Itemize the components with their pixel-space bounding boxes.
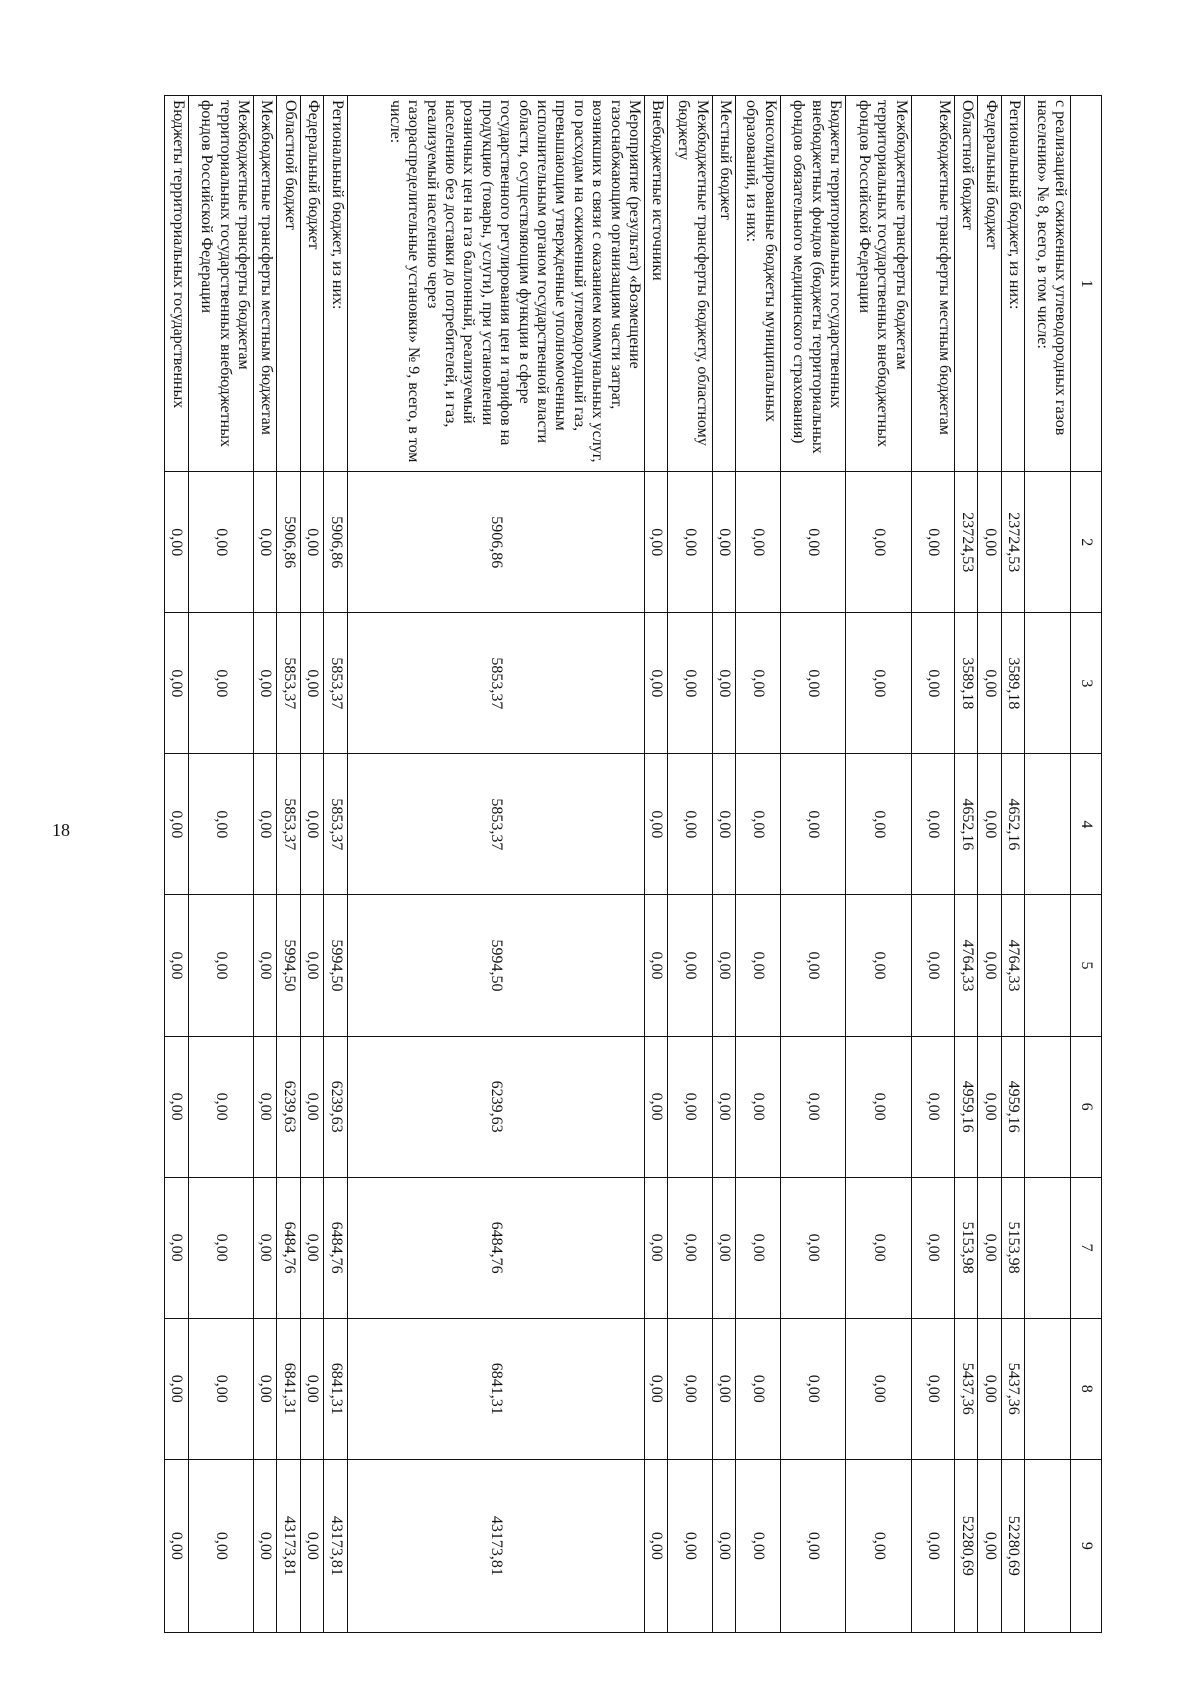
value-cell: 6484,76 [347,1177,644,1318]
value-cell: 0,00 [254,1318,277,1459]
row-label: Бюджеты территориальных государственных внебюджетных фондов (бюджеты территориальных фондов обязательного медицинского страхования) [780,96,846,472]
value-cell: 0,00 [712,1459,735,1632]
value-cell: 0,00 [644,754,667,895]
value-cell: 0,00 [165,613,189,754]
value-cell: 0,00 [911,1459,955,1632]
table-row [978,96,1001,1633]
value-cell: 0,00 [780,895,846,1036]
value-cell: 5994,50 [277,895,300,1036]
value-cell: 5153,98 [955,1177,978,1318]
value-cell: 23724,53 [1001,472,1024,613]
value-cell: 0,00 [254,1177,277,1318]
value-cell: 4764,33 [955,895,978,1036]
value-cell: 6841,31 [277,1318,300,1459]
value-cell: 4652,16 [955,754,978,895]
value-cell: 5994,50 [324,895,347,1036]
value-cell: 0,00 [254,754,277,895]
value-cell: 0,00 [978,1036,1001,1177]
table-row [955,96,978,1633]
value-cell: 0,00 [978,1177,1001,1318]
value-cell: 0,00 [911,1036,955,1177]
value-cell [1025,1036,1071,1177]
value-cell: 4652,16 [1001,754,1024,895]
value-cell: 0,00 [644,1036,667,1177]
header-cell: 6 [1071,1036,1102,1177]
value-cell: 0,00 [254,1036,277,1177]
row-label: с реализацией сжиженных углеводородных газов населению» № 8, всего, в том числе: [1025,96,1071,472]
value-cell: 0,00 [712,895,735,1036]
value-cell: 0,00 [846,613,912,754]
value-cell: 0,00 [254,1459,277,1632]
page-number: 18 [52,820,70,840]
value-cell: 6484,76 [324,1177,347,1318]
row-label: Межбюджетные трансферты бюджетам территориальных государственных внебюджетных фондов Российской Федерации [846,96,912,472]
value-cell: 0,00 [668,1177,712,1318]
table-row [277,96,300,1633]
value-cell: 0,00 [165,754,189,895]
value-cell: 0,00 [300,1318,323,1459]
value-cell: 0,00 [780,1177,846,1318]
value-cell: 0,00 [736,1036,780,1177]
value-cell: 0,00 [978,895,1001,1036]
value-cell: 5437,36 [1001,1318,1024,1459]
value-cell: 0,00 [165,895,189,1036]
value-cell: 43173,81 [347,1459,644,1632]
row-label: Областной бюджет [277,96,300,472]
row-label: Мероприятие (результат) «Возмещение газоснабжающим организациям части затрат, возникших в связи с оказанием коммунальных услуг, по расходам на сжиженный углеводородный газ, превышающим утвержденные уполномоченным исполнительным органом государственной власти области, осуществляющим функции в сфере государственного регулирования цен и тарифов на продукцию (товары, услуги), при установлении розничных цен на газ баллонный, реализуемый населению без доставки до потребителей, и газ, реализуемый населению через газораспределительные установки» № 9, всего, в том числе: [347,96,644,472]
value-cell: 0,00 [911,1177,955,1318]
value-cell: 0,00 [165,472,189,613]
value-cell: 52280,69 [955,1459,978,1632]
value-cell: 5853,37 [277,754,300,895]
table-row [1025,96,1071,1633]
value-cell: 0,00 [780,754,846,895]
value-cell: 6841,31 [324,1318,347,1459]
table-row [712,96,735,1633]
value-cell: 0,00 [846,472,912,613]
value-cell: 0,00 [846,895,912,1036]
row-label: Межбюджетные трансферты местным бюджетам [254,96,277,472]
value-cell: 52280,69 [1001,1459,1024,1632]
value-cell: 0,00 [165,1318,189,1459]
value-cell: 43173,81 [277,1459,300,1632]
table-row [347,96,644,1633]
value-cell: 0,00 [780,1318,846,1459]
value-cell: 4959,16 [955,1036,978,1177]
value-cell [1025,613,1071,754]
table-row [644,96,667,1633]
value-cell: 6239,63 [277,1036,300,1177]
value-cell: 0,00 [712,1177,735,1318]
value-cell: 0,00 [668,613,712,754]
value-cell: 0,00 [978,472,1001,613]
value-cell: 0,00 [644,613,667,754]
row-label: Местный бюджет [712,96,735,472]
value-cell: 5853,37 [347,613,644,754]
table-row [846,96,912,1633]
value-cell: 6841,31 [347,1318,644,1459]
value-cell: 0,00 [846,1459,912,1632]
value-cell: 3589,18 [955,613,978,754]
value-cell: 0,00 [978,1459,1001,1632]
value-cell [1025,1177,1071,1318]
value-cell: 0,00 [644,1177,667,1318]
value-cell: 5853,37 [347,754,644,895]
value-cell: 0,00 [300,1036,323,1177]
value-cell: 0,00 [668,754,712,895]
value-cell: 0,00 [911,895,955,1036]
value-cell: 0,00 [165,1036,189,1177]
value-cell: 6239,63 [324,1036,347,1177]
value-cell: 0,00 [712,472,735,613]
value-cell: 5906,86 [324,472,347,613]
header-cell: 2 [1071,472,1102,613]
value-cell: 0,00 [911,472,955,613]
header-cell: 3 [1071,613,1102,754]
value-cell: 0,00 [300,1177,323,1318]
header-cell: 4 [1071,754,1102,895]
value-cell: 5153,98 [1001,1177,1024,1318]
value-cell: 0,00 [644,1459,667,1632]
value-cell: 0,00 [712,1318,735,1459]
value-cell: 4959,16 [1001,1036,1024,1177]
value-cell: 0,00 [300,754,323,895]
value-cell: 0,00 [780,613,846,754]
row-label: Бюджеты территориальных государственных [165,96,189,472]
table-row [188,96,254,1633]
value-cell: 0,00 [911,754,955,895]
value-cell: 0,00 [300,472,323,613]
header-cell: 8 [1071,1318,1102,1459]
value-cell: 0,00 [644,1318,667,1459]
value-cell: 0,00 [165,1177,189,1318]
row-label: Федеральный бюджет [978,96,1001,472]
value-cell: 0,00 [188,1177,254,1318]
value-cell: 0,00 [668,895,712,1036]
budget-table [164,95,1102,1633]
value-cell: 0,00 [300,1459,323,1632]
value-cell: 0,00 [736,754,780,895]
row-label: Областной бюджет [955,96,978,472]
value-cell: 3589,18 [1001,613,1024,754]
table-row [668,96,712,1633]
value-cell: 5853,37 [324,754,347,895]
table-body [165,96,1102,1633]
value-cell: 0,00 [978,1318,1001,1459]
value-cell: 0,00 [736,1459,780,1632]
rotated-table-container [164,95,1102,1633]
row-label: Региональный бюджет, из них: [324,96,347,472]
value-cell: 0,00 [188,613,254,754]
header-cell: 7 [1071,1177,1102,1318]
value-cell: 5853,37 [277,613,300,754]
table-row [911,96,955,1633]
value-cell: 0,00 [978,613,1001,754]
value-cell: 0,00 [736,1318,780,1459]
value-cell: 0,00 [736,613,780,754]
row-label: Межбюджетные трансферты бюджетам территориальных государственных внебюджетных фондов Российской Федерации [188,96,254,472]
value-cell: 6239,63 [347,1036,644,1177]
table-row [736,96,780,1633]
table-row [300,96,323,1633]
value-cell: 0,00 [300,895,323,1036]
row-label: Межбюджетные трансферты местным бюджетам [911,96,955,472]
value-cell: 0,00 [188,754,254,895]
table-row [324,96,347,1633]
table-row [780,96,846,1633]
value-cell: 0,00 [780,472,846,613]
value-cell: 0,00 [780,1036,846,1177]
header-cell: 5 [1071,895,1102,1036]
value-cell: 6484,76 [277,1177,300,1318]
value-cell: 0,00 [668,1036,712,1177]
value-cell: 0,00 [188,895,254,1036]
value-cell: 5906,86 [277,472,300,613]
value-cell: 0,00 [846,1318,912,1459]
value-cell [1025,754,1071,895]
header-cell: 1 [1071,96,1102,472]
value-cell: 0,00 [668,1318,712,1459]
table-row [165,96,189,1633]
value-cell: 4764,33 [1001,895,1024,1036]
value-cell: 0,00 [668,472,712,613]
value-cell: 5853,37 [324,613,347,754]
value-cell: 0,00 [736,895,780,1036]
value-cell: 0,00 [712,1036,735,1177]
value-cell: 0,00 [254,895,277,1036]
value-cell: 5906,86 [347,472,644,613]
value-cell: 0,00 [254,613,277,754]
value-cell: 0,00 [712,754,735,895]
value-cell: 0,00 [911,1318,955,1459]
value-cell [1025,1459,1071,1632]
value-cell: 43173,81 [324,1459,347,1632]
value-cell: 5994,50 [347,895,644,1036]
value-cell: 0,00 [736,472,780,613]
value-cell [1025,895,1071,1036]
row-label: Консолидированные бюджеты муниципальных образований, из них: [736,96,780,472]
value-cell: 0,00 [165,1459,189,1632]
value-cell: 0,00 [644,472,667,613]
value-cell: 0,00 [978,754,1001,895]
value-cell: 0,00 [712,613,735,754]
value-cell: 0,00 [188,1459,254,1632]
value-cell: 0,00 [846,1177,912,1318]
value-cell: 0,00 [254,472,277,613]
value-cell: 0,00 [911,613,955,754]
value-cell [1025,1318,1071,1459]
value-cell: 5437,36 [955,1318,978,1459]
header-row [1071,96,1102,1633]
row-label: Межбюджетные трансферты бюджету, областному бюджету [668,96,712,472]
header-cell: 9 [1071,1459,1102,1632]
value-cell: 0,00 [846,1036,912,1177]
value-cell: 0,00 [846,754,912,895]
value-cell: 0,00 [300,613,323,754]
value-cell: 0,00 [188,1036,254,1177]
value-cell: 0,00 [644,895,667,1036]
table-row [254,96,277,1633]
table-row [1001,96,1024,1633]
value-cell: 0,00 [736,1177,780,1318]
value-cell: 0,00 [188,1318,254,1459]
row-label: Внебюджетные источники [644,96,667,472]
row-label: Региональный бюджет, из них: [1001,96,1024,472]
row-label: Федеральный бюджет [300,96,323,472]
value-cell: 0,00 [188,472,254,613]
value-cell: 0,00 [668,1459,712,1632]
value-cell: 0,00 [780,1459,846,1632]
value-cell [1025,472,1071,613]
value-cell: 23724,53 [955,472,978,613]
